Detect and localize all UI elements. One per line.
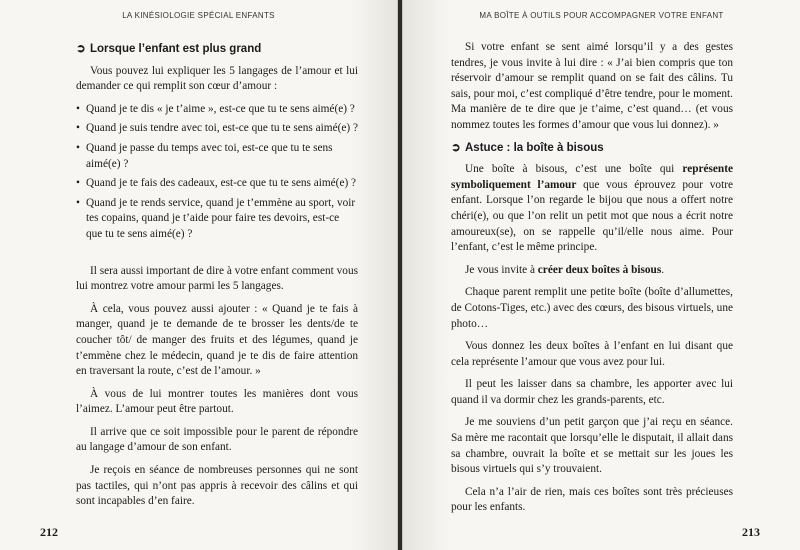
section-heading xyxy=(76,42,358,58)
paragraph: Une boîte à bisous, c’est une boîte qui représente symboliquement l’amour que vous éprouvez pour votre enfant. Lorsque l’on regarde le bijou que nous a offert notre chéri(e), ou que l’on relit un petit mot que nous a écrit notre amoureux(se), on se rappelle qu’il/elle nous aime. Pour l’enfant, c’est le même principe. xyxy=(451,163,733,254)
list-item: • Quand je te rends service, quand je t’emmène au sport, voir tes copains, quand je t’aide pour faire tes devoirs, est-ce que tu te sens aimé(e) ? xyxy=(76,196,356,240)
paragraph: Je me souviens d’un petit garçon que j’ai reçu en séance. Sa mère me racontait que lorsqu’elle le disputait, il allait dans sa chambre, ouvrait la boîte et se mettait sur les joues les bisous virtuels qui s’y trouvaient. xyxy=(451,416,733,476)
paragraph: Il arrive que ce soit impossible pour le parent de répondre au langage d’amour de son enfant. xyxy=(76,425,358,454)
section-heading-text: Astuce : la boîte à bisous xyxy=(465,141,604,154)
bullet-icon: • xyxy=(76,141,80,154)
bullet-icon: • xyxy=(76,177,80,190)
spacer xyxy=(76,250,358,264)
question-list xyxy=(76,102,358,243)
running-head: MA BOÎTE À OUTILS POUR ACCOMPAGNER VOTRE ENFANT xyxy=(479,11,724,20)
list-item: • Quand je suis tendre avec toi, est-ce que tu te sens aimé(e) ? xyxy=(76,121,358,137)
bullet-icon: • xyxy=(76,122,80,135)
list-item: • Quand je passe du temps avec toi, est-ce que tu te sens aimé(e) ? xyxy=(76,141,333,170)
page-number: 212 xyxy=(40,525,58,539)
paragraph: Si votre enfant se sent aimé lorsqu’il y a des gestes tendres, je vous invite à lui dire : « J’ai bien compris que ton réservoir d’amour se remplit quand on se fait des câlins. Tu sais, pour moi, c’est compliqué d’être tendre, pour le moment. Ma manière de te dire que je t’aime, c’est quand… (et vous nommez toutes les formes d’amour que vous lui donnez). » xyxy=(451,41,733,131)
paragraph: Je reçois en séance de nombreuses personnes qui ne sont pas tactiles, qui n’ont pas appris à recevoir des câlins et qui sont incapables d’en faire. xyxy=(76,464,358,508)
paragraph: Je vous invite à créer deux boîtes à bisous. xyxy=(465,263,665,276)
paragraph: Vous donnez les deux boîtes à l’enfant en lui disant que cela représente l’amour que vous avez pour lui. xyxy=(451,340,733,368)
emphasis: créer deux boîtes à bisous xyxy=(537,263,662,276)
arrow-icon: ➲ xyxy=(76,43,86,55)
arrow-icon: ➲ xyxy=(451,141,461,154)
paragraph: À vous de lui montrer toutes les manières dont vous l’aimez. L’amour peut être partout. xyxy=(76,387,358,416)
page-content xyxy=(76,40,358,517)
paragraph: Cela n’a l’air de rien, mais ces boîtes sont très précieuses pour les enfants. xyxy=(451,485,733,514)
bullet-icon: • xyxy=(76,102,80,115)
section-heading xyxy=(451,141,733,157)
list-item: • Quand je te dis « je t’aime », est-ce que tu te sens aimé(e) ? xyxy=(76,102,358,118)
paragraph: À cela, vous pouvez aussi ajouter : « Quand je te fais à manger, quand je te demande de te brosser les dents/de te coucher tôt/ de manger des fruits et des légumes, quand je t’emmène chez le médecin, quand je te dis de faire attention en traversant la route, c’est de l’amour. » xyxy=(76,302,358,378)
page-content xyxy=(451,40,733,523)
paragraph: Il sera aussi important de dire à votre enfant comment vous lui montrez votre amour parmi les 5 langages. xyxy=(76,264,358,293)
paragraph: Il peut les laisser dans sa chambre, les apporter avec lui quand il va dormir chez les grands-parents, etc. xyxy=(451,378,733,406)
paragraph: Chaque parent remplit une petite boîte (boîte d’allumettes, de Cotons-Tiges, etc.) avec des cœurs, des bisous virtuels, une photo… xyxy=(451,286,733,330)
list-item: • Quand je te fais des cadeaux, est-ce que tu te sens aimé(e) ? xyxy=(76,176,358,192)
paragraph: Vous pouvez lui expliquer les 5 langages de l’amour et lui demander ce qui remplit son cœur d’amour : xyxy=(76,64,358,93)
section-heading-text: Lorsque l’enfant est plus grand xyxy=(90,43,262,55)
right-page xyxy=(402,0,800,550)
running-head: LA KINÉSIOLOGIE SPÉCIAL ENFANTS xyxy=(122,11,275,20)
bullet-icon: • xyxy=(76,196,80,209)
page-number: 213 xyxy=(742,525,760,539)
emphasis: représente symboliquement l’amour xyxy=(451,163,733,191)
left-page xyxy=(0,0,398,550)
